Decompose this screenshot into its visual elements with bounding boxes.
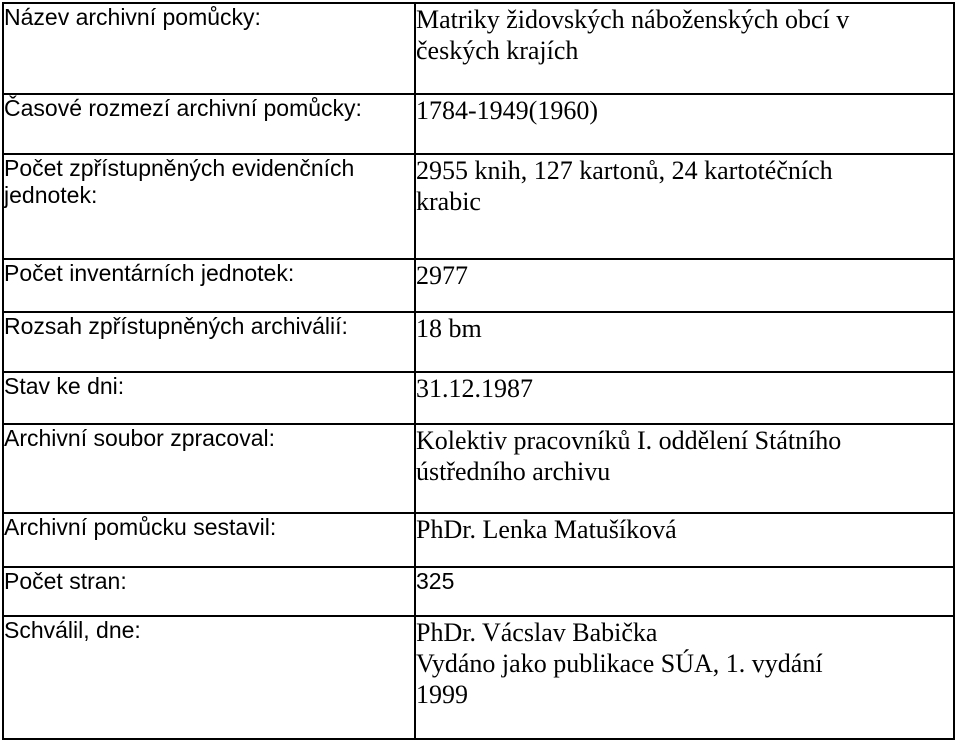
- value-line: 18 bm: [416, 314, 482, 344]
- value-line: 31.12.1987: [416, 374, 533, 403]
- finding-aid-metadata-table: [2, 2, 955, 740]
- value-line: PhDr. Lenka Matušíková: [416, 515, 677, 545]
- row-value-processed-by: [415, 424, 954, 513]
- row-value-page-count: [415, 567, 954, 615]
- row-label-status-date: Stav ke dni:: [3, 372, 415, 424]
- value-line: krabic: [416, 186, 481, 216]
- row-label-time-range: Časové rozmezí archivní pomůcky:: [3, 94, 415, 154]
- value-line: ústředního archivu: [416, 457, 611, 487]
- value-line: Vydáno jako publikace SÚA, 1. vydání: [416, 648, 823, 678]
- row-value-evidence-units: [415, 154, 954, 260]
- row-value-title: [415, 3, 954, 94]
- table-row: [3, 567, 954, 615]
- table-row: [3, 259, 954, 312]
- row-value-compiled-by: [415, 513, 954, 567]
- value-line: českých krajích: [416, 36, 579, 65]
- table-row: [3, 424, 954, 513]
- value-line: Matriky židovských náboženských obcí v: [416, 5, 850, 34]
- value-line: 1999: [416, 679, 468, 709]
- row-value-approved: [415, 616, 954, 739]
- value-line: 1784-1949(1960): [416, 95, 598, 125]
- row-label-approved: Schválil, dne:: [3, 616, 415, 739]
- value-line: PhDr. Vácslav Babička: [416, 617, 658, 647]
- value-line: 2977: [416, 261, 468, 291]
- row-label-processed-by: Archivní soubor zpracoval:: [3, 424, 415, 513]
- value-line: Kolektiv pracovníků I. oddělení Státního: [416, 426, 842, 456]
- table-row: [3, 154, 954, 260]
- table-row: [3, 312, 954, 372]
- row-label-compiled-by: Archivní pomůcku sestavil:: [3, 513, 415, 567]
- value-line: 325: [416, 568, 455, 595]
- row-value-time-range: [415, 94, 954, 154]
- row-value-inventory-units: [415, 259, 954, 312]
- row-label-page-count: Počet stran:: [3, 567, 415, 615]
- table-row: [3, 513, 954, 567]
- row-value-status-date: [415, 372, 954, 424]
- table-row: [3, 616, 954, 739]
- row-label-inventory-units: Počet inventárních jednotek:: [3, 259, 415, 312]
- row-label-extent: Rozsah zpřístupněných archiválií:: [3, 312, 415, 372]
- table-row: [3, 3, 954, 94]
- row-label-title: Název archivní pomůcky:: [3, 3, 415, 94]
- row-value-extent: [415, 312, 954, 372]
- table-row: [3, 94, 954, 154]
- row-label-evidence-units: Počet zpřístupněných evidenčních jednotek:: [3, 154, 415, 260]
- value-line: 2955 knih, 127 kartonů, 24 kartotéčních: [416, 155, 833, 185]
- table-row: [3, 372, 954, 424]
